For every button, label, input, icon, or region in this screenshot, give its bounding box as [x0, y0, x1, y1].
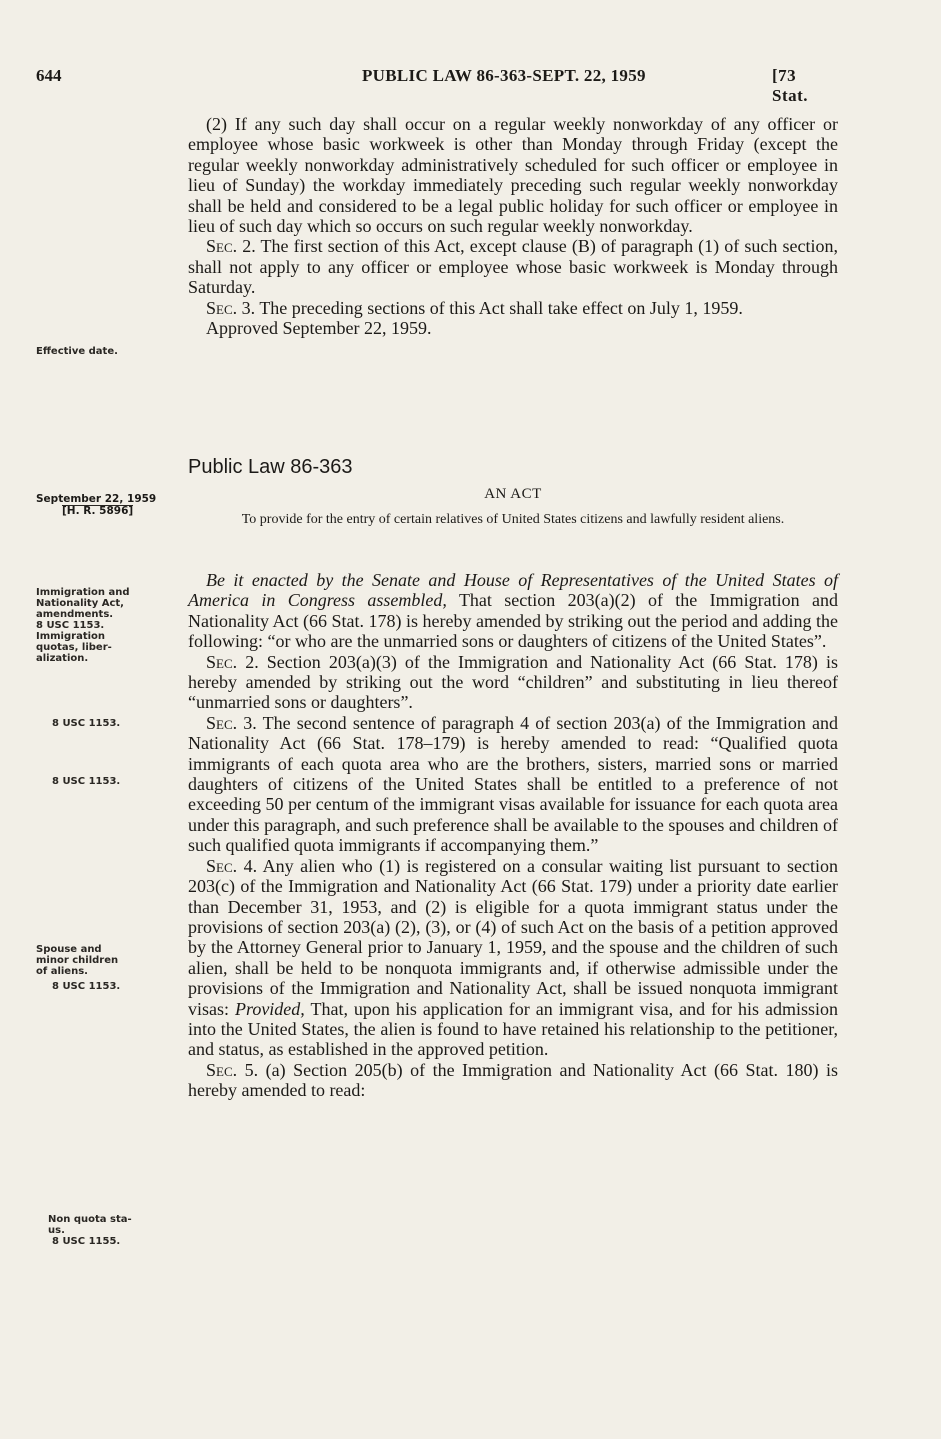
- section-text: Section 203(a)(3) of the Immigration and Nationality Act (66 Stat. 178) is hereby amended by striking out the word “children” and substituting in lieu thereof “unmarried sons or daughters”.: [188, 651, 839, 713]
- section-2-continued: [188, 236, 838, 297]
- margin-line: Nationality Act,: [36, 598, 124, 609]
- new-law-body: [188, 570, 838, 1101]
- public-law-title: Public Law 86-363: [188, 456, 353, 478]
- margin-line: Immigration and: [36, 587, 130, 598]
- margin-line: alization.: [36, 653, 89, 664]
- margin-line: 8 USC 1153.: [52, 981, 121, 992]
- statute-volume: [73 Stat.: [772, 66, 809, 105]
- act-purpose: To provide for the entry of certain relatives of United States citizens and lawfully resident aliens.: [241, 512, 785, 527]
- margin-note-immigration: [36, 587, 130, 664]
- margin-line: Non quota sta-: [48, 1214, 132, 1225]
- section-3-continued: [188, 298, 838, 318]
- paragraph-2: (2) If any such day shall occur on a regular weekly nonworkday of any officer or employee whose basic workweek is other than Monday through Friday (except the regular weekly nonworkday administratively scheduled for such officer or employee in lieu of Sunday) the workday immediately preceding such regular weekly nonworkday shall be held and considered to be a legal public holiday for such officer or employee in lieu of such day which so occurs on such regular weekly nonworkday.: [188, 114, 838, 237]
- section-label: Sec. 4.: [206, 855, 258, 876]
- section-text: The preceding sections of this Act shall take effect on July 1, 1959.: [259, 297, 743, 318]
- section-text: The first section of this Act, except clause (B) of paragraph (1) of such section, shall not apply to any officer or employee whose basic workweek is Monday through Saturday.: [188, 236, 838, 298]
- section-label: Sec. 5.: [206, 1059, 259, 1080]
- section-text: The second sentence of paragraph 4 of section 203(a) of the Immigration and Nationality Act (66 Stat. 178–179) is hereby amended to read: “Qualified quota immigrants of each quota area who are the brothers, sisters, married sons or married daughters of citizens of the United States shall be entitled to a preference of not exceeding 50 per centum of the immigrant visas available for issuance for each quota area under this paragraph, and such preference shall be available to the spouses and children of such qualified quota immigrants if accompanying them.”: [188, 712, 838, 856]
- section-3: [188, 713, 838, 856]
- section-5: [188, 1060, 838, 1101]
- section-text: Any alien who (1) is registered on a consular waiting list pursuant to section 203(c) of the Immigration and Nationality Act (66 Stat. 179) under a priority date earlier than December 31, 1953, and (2) is eligible for a quota immigrant status under the provisions of section 203(a) (2), (3), or (4) of such Act on the basis of a petition approved by the Attorney General prior to January 1, 1959, and the spouse and the children of such alien, shall be held to be nonquota immigrants and, if otherwise admissible under the provisions of the Immigration and Nationality Act, shall be issued nonquota immigrant visas:: [188, 855, 838, 1019]
- running-title: PUBLIC LAW 86-363-SEPT. 22, 1959: [362, 66, 646, 85]
- section-4: [188, 856, 838, 1060]
- margin-line: of aliens.: [36, 966, 88, 977]
- margin-line: quotas, liber-: [36, 642, 112, 653]
- enacting-clause: Be it enacted by the Senate and House of Representatives of the United States of America in Congress assembled,: [188, 570, 838, 611]
- margin-line: minor children: [36, 955, 119, 966]
- margin-line: amendments.: [36, 609, 114, 620]
- section-text: (a) Section 205(b) of the Immigration and Nationality Act (66 Stat. 180) is hereby amended to read:: [188, 1059, 838, 1101]
- approval-line: Approved September 22, 1959.: [206, 318, 432, 339]
- section-label: Sec. 2.: [206, 236, 256, 257]
- running-header: [36, 66, 836, 105]
- margin-note-spouse: [36, 944, 120, 992]
- section-text: That section 203(a)(2) of the Immigration and Nationality Act (66 Stat. 178) is hereby amended by striking out the period and adding the following: “or who are the unmarried sons or daughters of citizens of the United States”.: [188, 590, 838, 652]
- margin-note-bill: [36, 494, 156, 517]
- section-label: Sec. 2.: [206, 651, 259, 672]
- margin-note-nonquota: [48, 1214, 132, 1247]
- section-label: Sec. 3.: [206, 297, 256, 318]
- margin-note-effective-date: Effective date.: [36, 346, 118, 357]
- margin-note-usc-sec2: 8 USC 1153.: [52, 718, 121, 729]
- bill-date: September 22, 1959: [36, 493, 157, 505]
- section-2: [188, 652, 838, 713]
- an-act-heading: AN ACT: [484, 486, 542, 502]
- margin-line: Spouse and: [36, 944, 102, 955]
- continued-text-block: [188, 114, 838, 338]
- section-1: [188, 570, 838, 652]
- provided-word: Provided,: [234, 998, 305, 1019]
- margin-line: Immigration: [36, 631, 106, 642]
- margin-line: 8 USC 1153.: [36, 620, 105, 631]
- margin-line: 8 USC 1155.: [52, 1236, 121, 1247]
- page-number: 644: [36, 66, 62, 85]
- bill-number: [H. R. 5896]: [62, 505, 134, 517]
- section-text: That, upon his application for an immigrant visa, and for his admission into the United States, the alien is found to have retained his relationship to the petitioner, and status, as established in the approved petition.: [188, 998, 838, 1060]
- section-label: Sec. 3.: [206, 712, 257, 733]
- margin-note-usc-sec3: 8 USC 1153.: [52, 776, 121, 787]
- margin-line: us.: [48, 1225, 65, 1236]
